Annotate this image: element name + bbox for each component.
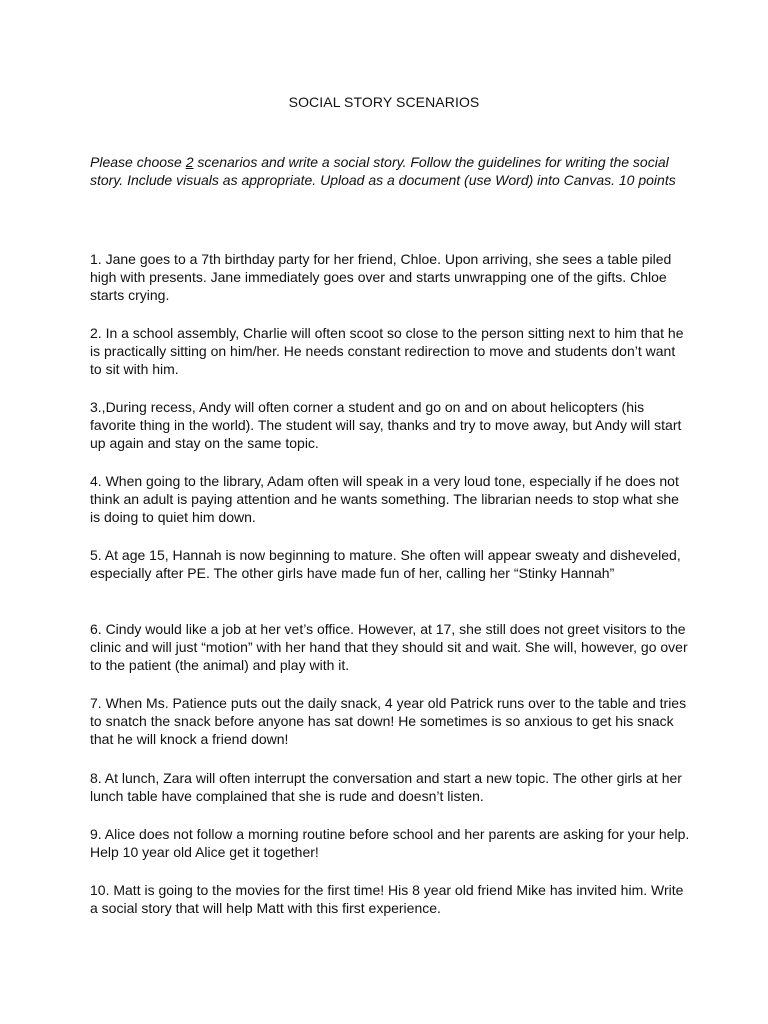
scenario-2: 2. In a school assembly, Charlie will often scoot so close to the person sitting next to him that he is practically sitting on him/her. He needs constant redirection to move and students don’t want to sit with him. xyxy=(90,325,684,377)
scenario-4: 4. When going to the library, Adam often will speak in a very loud tone, especially if he does not think an adult is paying attention and he wants something. The librarian needs to stop what she is doing to quiet him down. xyxy=(90,473,679,525)
scenario-1: 1. Jane goes to a 7th birthday party for her friend, Chloe. Upon arriving, she sees a table piled high with presents. Jane immediately goes over and starts unwrapping one of the gifts. Chloe starts crying. xyxy=(90,251,672,303)
document-title: SOCIAL STORY SCENARIOS xyxy=(288,94,480,110)
instructions-scenario-count: 2 xyxy=(185,154,194,170)
instructions-text-before: Please choose xyxy=(90,154,186,170)
instructions-text-after: scenarios and write a social story. Follow the guidelines for writing the social story. Include visuals as appropriate. Upload as a document (use Word) into Canvas. 10 points xyxy=(90,154,676,188)
scenario-7: 7. When Ms. Patience puts out the daily snack, 4 year old Patrick runs over to the table and tries to snatch the snack before anyone has sat down! He sometimes is so anxious to get his snack that he will knock a friend down! xyxy=(90,695,687,747)
scenario-3: 3.,During recess, Andy will often corner a student and go on and on about helicopters (his favorite thing in the world). The student will say, thanks and try to move away, but Andy will start up again and stay on the same topic. xyxy=(90,399,682,451)
scenario-10: 10. Matt is going to the movies for the first time! His 8 year old friend Mike has invited him. Write a social story that will help Matt with this first experience. xyxy=(90,882,684,916)
scenario-5: 5. At age 15, Hannah is now beginning to mature. She often will appear sweaty and disheveled, especially after PE. The other girls have made fun of her, calling her “Stinky Hannah” xyxy=(90,547,681,581)
instructions-paragraph xyxy=(90,153,690,189)
scenario-9: 9. Alice does not follow a morning routine before school and her parents are asking for your help. Help 10 year old Alice get it together! xyxy=(90,826,690,860)
scenario-8: 8. At lunch, Zara will often interrupt the conversation and start a new topic. The other girls at her lunch table have complained that she is rude and doesn’t listen. xyxy=(90,770,682,804)
scenario-6: 6. Cindy would like a job at her vet’s office. However, at 17, she still does not greet visitors to the clinic and will just “motion” with her hand that they should sit and wait. She will, however, go over to the patient (the animal) and play with it. xyxy=(90,621,688,673)
